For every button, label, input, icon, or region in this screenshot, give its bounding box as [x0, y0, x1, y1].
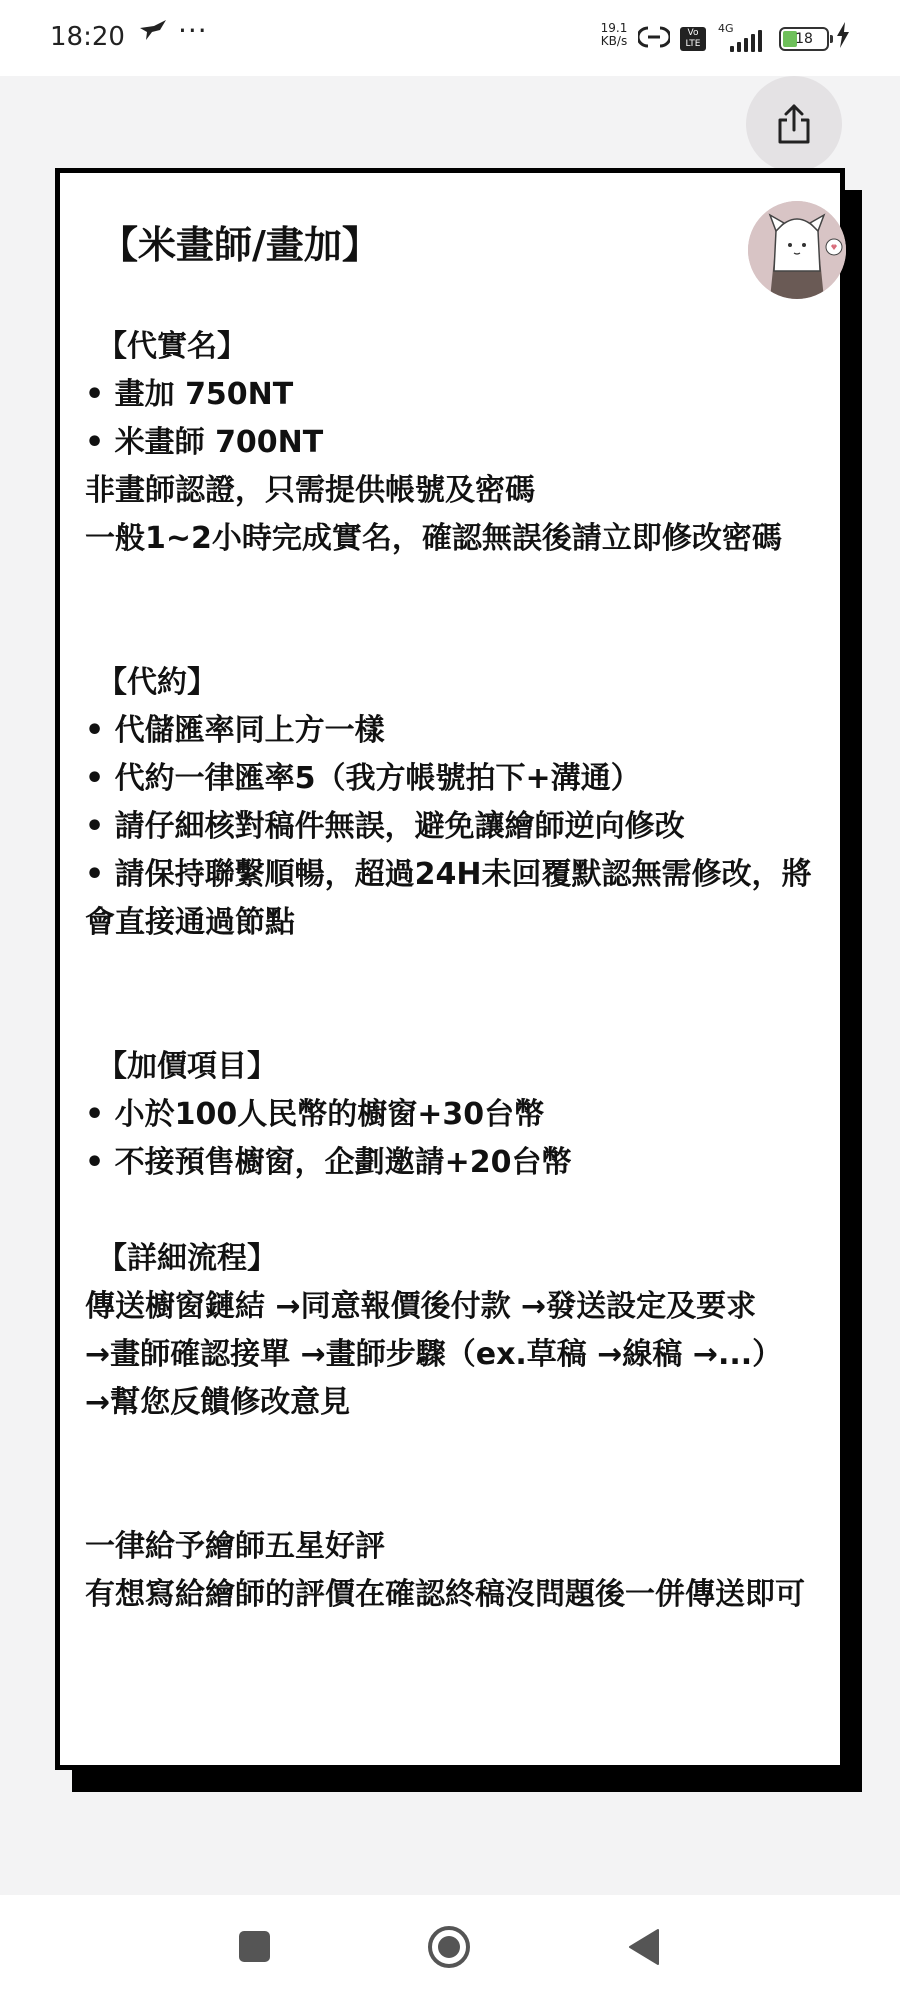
section-heading-commission: 【代約】: [97, 665, 217, 700]
section-heading-surcharge: 【加價項目】: [97, 1049, 277, 1084]
status-bar: [0, 0, 900, 76]
card-title: 【米畫師/畫加】: [100, 223, 380, 267]
volte-icon: Vo LTE: [680, 27, 706, 51]
home-icon[interactable]: [427, 1925, 471, 1969]
back-icon[interactable]: [628, 1928, 660, 1966]
list-item: • 代約一律匯率5（我方帳號拍下+溝通）: [85, 761, 641, 796]
content-card: [55, 168, 845, 1770]
network-speed: [594, 22, 634, 48]
network-type: 4G: [718, 22, 734, 35]
status-time: 18:20: [50, 22, 125, 52]
navigation-bar: [0, 1895, 900, 2001]
avatar: [748, 201, 846, 299]
recents-icon[interactable]: [239, 1931, 270, 1962]
process-step: →畫師確認接單 →畫師步驟（ex.草稿 →線稿 →...）: [85, 1337, 783, 1372]
card-body: [85, 323, 825, 1619]
network-speed-value: 19.1: [600, 21, 628, 35]
list-item: • 請仔細核對稿件無誤，避免讓繪師逆向修改: [85, 809, 685, 844]
hotspot-icon: [638, 24, 670, 50]
avatar-illustration-icon: [748, 201, 846, 299]
real-name-note: 一般1~2小時完成實名，確認無誤後請立即修改密碼: [85, 521, 782, 556]
process-step: 傳送櫥窗鏈結 →同意報價後付款 →發送設定及要求: [85, 1289, 757, 1324]
list-item: • 代儲匯率同上方一樣: [85, 713, 385, 748]
section-heading-process: 【詳細流程】: [97, 1241, 277, 1276]
battery-level: 18: [795, 31, 813, 47]
list-item: • 米畫師 700NT: [85, 425, 324, 460]
section-heading-real-name: 【代實名】: [97, 329, 247, 364]
share-button[interactable]: [746, 76, 842, 172]
cellular-signal-icon: [716, 22, 768, 54]
network-speed-unit: KB/s: [600, 34, 628, 48]
closing-text: 有想寫給繪師的評價在確認終稿沒問題後一併傳送即可: [85, 1577, 805, 1612]
process-step: →幫您反饋修改意見: [85, 1385, 351, 1420]
charging-icon: [836, 22, 850, 54]
list-item: • 小於100人民幣的櫥窗+30台幣: [85, 1097, 545, 1132]
list-item: • 畫加 750NT: [85, 377, 294, 412]
real-name-note: 非畫師認證，只需提供帳號及密碼: [85, 473, 535, 508]
closing-text: 一律給予繪師五星好評: [85, 1529, 385, 1564]
list-item: • 請保持聯繫順暢，超過24H未回覆默認無需修改，將會直接通過節點: [85, 857, 812, 940]
more-dots-icon: ···: [178, 14, 208, 47]
share-icon: [775, 103, 813, 145]
battery-icon: [779, 27, 829, 51]
bird-icon: [138, 18, 168, 51]
list-item: • 不接預售櫥窗，企劃邀請+20台幣: [85, 1145, 572, 1180]
